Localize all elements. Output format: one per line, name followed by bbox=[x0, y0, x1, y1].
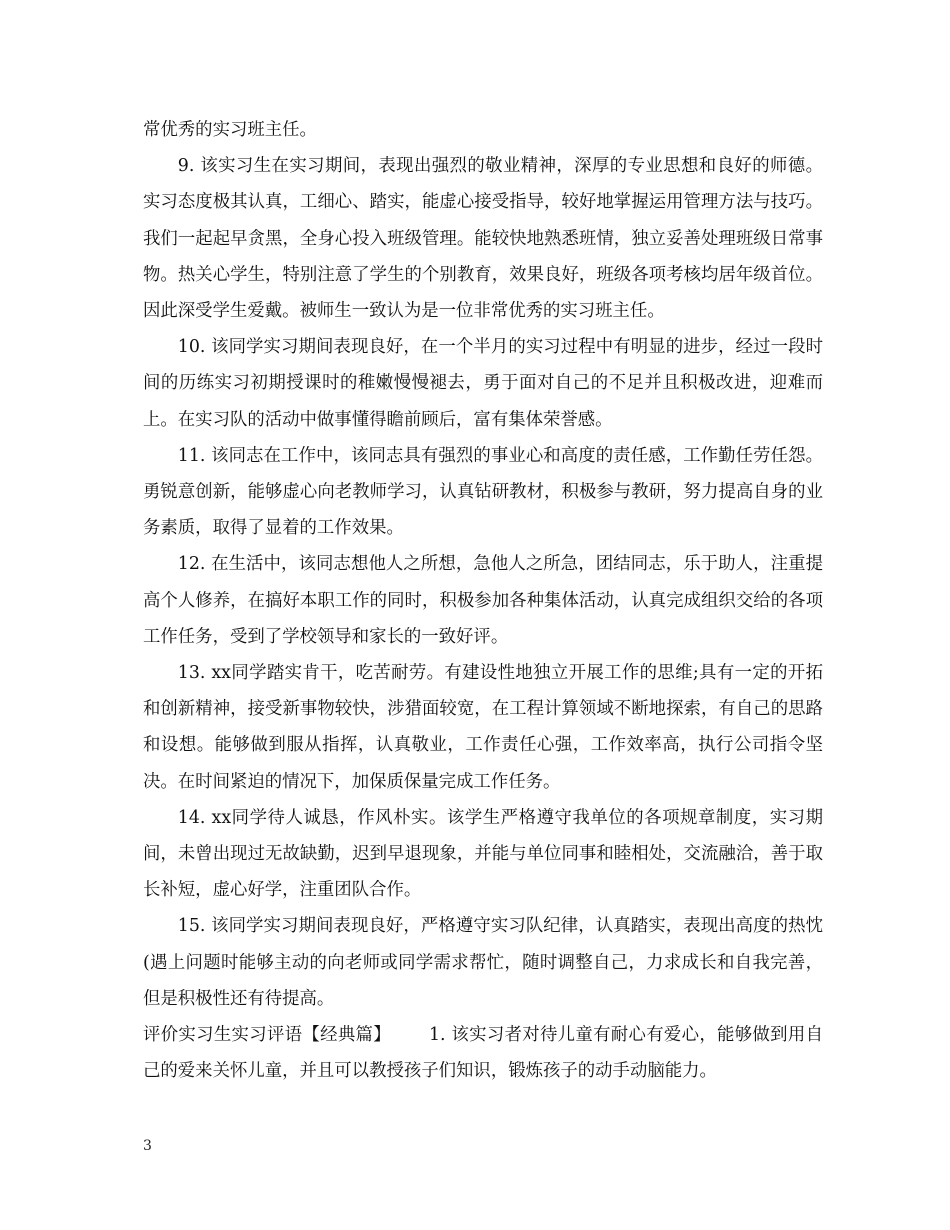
continuation-line: 常优秀的实习班主任。 bbox=[143, 120, 317, 140]
paragraph-15: 15. 该同学实习期间表现良好，严格遵守实习队纪律，认真踏实，表现出高度的热忱(遇上问题时能够主动的向老师或同学需求帮忙，随时调整自己，力求成长和自我完善，但是积极性还有待提高。 bbox=[143, 916, 823, 1009]
paragraph-11: 11. 该同志在工作中，该同志具有强烈的事业心和高度的责任感，工作勤任劳任怨。勇锐意创新，能够虚心向老教师学习，认真钻研教材，积极参与教研，努力提高自身的业务素质，取得了显着的工作效果。 bbox=[143, 445, 823, 539]
body-text bbox=[143, 112, 823, 1089]
section-first-item: 1. 该实习者对待儿童有耐心有爱心，能够做到用自己的爱来关怀儿童，并且可以教授孩子们知识，锻炼孩子的动手动脑能力。 bbox=[143, 1025, 823, 1082]
paragraph-14: 14. xx同学待人诚恳，作风朴实。该学生严格遵守我单位的各项规章制度，实习期间，未曾出现过无故缺勤，迟到早退现象，并能与单位同事和睦相处，交流融洽，善于取长补短，虚心好学，注重团队合作。 bbox=[143, 807, 823, 901]
section-heading: 评价实习生实习评语【经典篇】 bbox=[143, 1025, 391, 1046]
paragraph-10: 10. 该同学实习期间表现良好，在一个半月的实习过程中有明显的进步，经过一段时间的历练实习初期授课时的稚嫩慢慢褪去，勇于面对自己的不足并且积极改进，迎难而上。在实习队的活动中做事懂得瞻前顾后，富有集体荣誉感。 bbox=[143, 337, 823, 430]
page-number: 3 bbox=[143, 1138, 152, 1154]
paragraph-9: 9. 该实习生在实习期间，表现出强烈的敬业精神，深厚的专业思想和良好的师德。实习态度极其认真，工细心、踏实，能虚心接受指导，较好地掌握运用管理方法与技巧。我们一起起早贪黑，全身心投入班级管理。能较快地熟悉班情，独立妥善处理班级日常事物。热关心学生，特别注意了学生的个别教育，效果良好，班级各项考核均居年级首位。因此深受学生爱戴。被师生一致认为是一位非常优秀的实习班主任。 bbox=[143, 156, 823, 322]
paragraph-12: 12. 在生活中，该同志想他人之所想，急他人之所急，团结同志，乐于助人，注重提高个人修养，在搞好本职工作的同时，积极参加各种集体活动，认真完成组织交给的各项工作任务，受到了学校领导和家长的一致好评。 bbox=[143, 554, 823, 647]
paragraph-13: 13. xx同学踏实肯干，吃苦耐劳。有建设性地独立开展工作的思维;具有一定的开拓和创新精神，接受新事物较快，涉猎面较宽，在工程计算领域不断地探索，有自己的思路和设想。能够做到服从指挥，认真敬业，工作责任心强，工作效率高，执行公司指令坚决。在时间紧迫的情况下，加保质保量完成工作任务。 bbox=[143, 663, 823, 792]
section-heading-paragraph bbox=[143, 1017, 823, 1089]
